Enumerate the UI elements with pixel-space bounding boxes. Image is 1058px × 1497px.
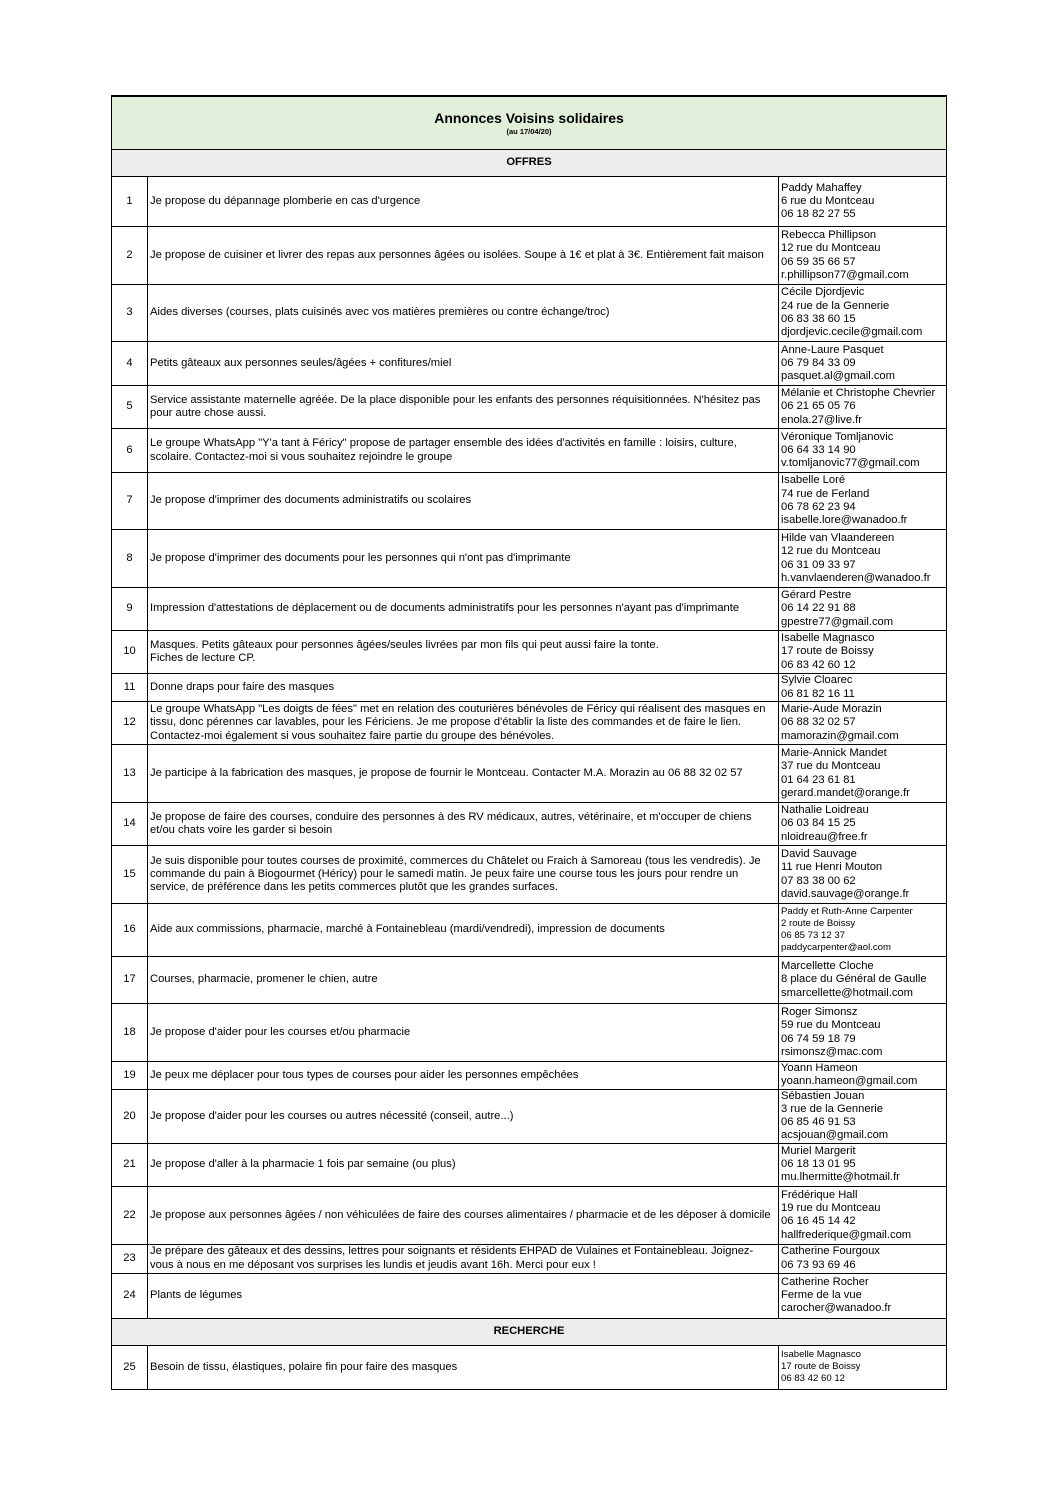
row-contact xyxy=(779,803,947,846)
contact-line: 06 73 93 69 46 xyxy=(781,1258,856,1271)
row-description xyxy=(148,631,779,674)
contact-line: 06 83 42 60 12 xyxy=(781,658,856,671)
table-row xyxy=(112,631,947,674)
contact-email: yoann.hameon@gmail.com xyxy=(781,1075,918,1088)
table-row xyxy=(112,702,947,745)
description-text: Service assistante maternelle agréée. De la place disponible pour les enfants des personnes réquisitionnées. N'hésitez pas pour autre chose aussi. xyxy=(150,393,761,419)
contact-line: 06 85 46 91 53 xyxy=(781,1116,856,1129)
row-number: 24 xyxy=(112,1273,148,1318)
contact-email: gerard.mandet@orange.fr xyxy=(781,786,910,799)
row-contact xyxy=(779,904,947,957)
contact-line: Isabelle Magnasco xyxy=(781,1349,861,1361)
contact-line: 3 rue de la Gennerie xyxy=(781,1102,883,1115)
contact-line: 8 place du Général de Gaulle xyxy=(781,973,927,986)
contact-email: mu.lhermitte@hotmail.fr xyxy=(781,1171,900,1184)
table-row xyxy=(112,1004,947,1062)
row-description xyxy=(148,904,779,957)
row-contact xyxy=(779,1345,947,1389)
row-description xyxy=(148,1004,779,1062)
contact-line: Gérard Pestre xyxy=(781,589,852,602)
contact-line: Cécile Djordjevic xyxy=(781,286,865,299)
contact-line: Catherine Rocher xyxy=(781,1275,869,1288)
description-text: Masques. Petits gâteaux pour personnes âgées/seules livrées par mon fils qui peut aussi faire la tonte. xyxy=(150,638,659,651)
row-contact xyxy=(779,530,947,588)
row-number: 13 xyxy=(112,745,148,803)
table-row xyxy=(112,285,947,342)
contact-line: 06 21 65 05 76 xyxy=(781,400,856,413)
contact-line: Véronique Tomljanovic xyxy=(781,430,894,443)
contact-email: paddycarpenter@aol.com xyxy=(781,942,892,953)
contact-email: acsjouan@gmail.com xyxy=(781,1129,889,1142)
table-row xyxy=(112,1062,947,1090)
contact-line: 06 59 35 66 57 xyxy=(781,255,856,268)
table-row xyxy=(112,429,947,473)
row-description xyxy=(148,1143,779,1186)
announcements-table xyxy=(111,95,947,1390)
description-text: Aide aux commissions, pharmacie, marché à Fontainebleau (mardi/vendredi), impression de documents xyxy=(150,923,665,936)
description-text: Je propose d'aller à la pharmacie 1 fois par semaine (ou plus) xyxy=(150,1158,456,1171)
contact-line: 12 rue du Montceau xyxy=(781,242,881,255)
row-number: 2 xyxy=(112,227,148,285)
contact-email: smarcellette@hotmail.com xyxy=(781,986,913,999)
row-description xyxy=(148,386,779,429)
contact-line: Hilde van Vlaandereen xyxy=(781,531,895,544)
description-text: Petits gâteaux aux personnes seules/âgées + confitures/miel xyxy=(150,356,452,369)
row-number: 5 xyxy=(112,386,148,429)
row-description xyxy=(148,1062,779,1090)
contact-email: david.sauvage@orange.fr xyxy=(781,887,910,900)
contact-line: Marcellette Cloche xyxy=(781,960,874,973)
row-contact xyxy=(779,386,947,429)
contact-line: 12 rue du Montceau xyxy=(781,545,881,558)
description-text: Je propose d'aider pour les courses et/ou pharmacie xyxy=(150,1025,411,1038)
row-description xyxy=(148,588,779,631)
table-row xyxy=(112,745,947,803)
contact-email: djordjevic.cecile@gmail.com xyxy=(781,326,923,339)
description-text: Fiches de lecture CP. xyxy=(150,652,256,664)
section-header-recherche: RECHERCHE xyxy=(112,1318,947,1345)
row-description xyxy=(148,674,779,702)
contact-line: 06 85 73 12 37 xyxy=(781,930,846,941)
row-description xyxy=(148,745,779,803)
contact-line: 74 rue de Ferland xyxy=(781,487,870,500)
description-text: Je prépare des gâteaux et des dessins, lettres pour soignants et résidents EHPAD de Vulaines et Fontainebleau. Joignez-vous à nous en me déposant vos surprises les lundis et jeudis avant 16h. Merci pour eux ! xyxy=(150,1245,754,1271)
row-contact xyxy=(779,674,947,702)
contact-line: Marie-Aude Morazin xyxy=(781,703,882,716)
row-description xyxy=(148,429,779,473)
description-text: Le groupe WhatsApp "Y'a tant à Féricy" propose de partager ensemble des idées d'activités en famille : loisirs, culture, scolaire. Contactez-moi si vous souhaitez rejoindre le groupe xyxy=(150,437,737,463)
row-number: 8 xyxy=(112,530,148,588)
row-contact xyxy=(779,1244,947,1273)
row-description xyxy=(148,846,779,904)
table-row xyxy=(112,674,947,702)
description-text: Je suis disponible pour toutes courses de proximité, commerces du Châtelet ou Fraich à Samoreau (tous les vendredis). Je commande du pain à Biogourmet (Héricy) pour le samedi matin. Je peux faire une course tous les jours pour rendre un service, de préférence dans les petits commerces plutôt que les grandes surfaces. xyxy=(150,854,761,894)
row-contact xyxy=(779,702,947,745)
page-title: Annonces Voisins solidaires xyxy=(434,110,624,126)
row-number: 18 xyxy=(112,1004,148,1062)
title-row xyxy=(112,96,947,150)
row-contact xyxy=(779,1273,947,1318)
table-row xyxy=(112,1143,947,1186)
row-number: 3 xyxy=(112,285,148,342)
table-row xyxy=(112,957,947,1004)
contact-line: Catherine Fourgoux xyxy=(781,1245,880,1258)
description-text: Impression d'attestations de déplacement ou de documents administratifs pour les personnes n'ayant pas d'imprimante xyxy=(150,602,740,615)
row-contact xyxy=(779,177,947,227)
contact-line: 19 rue du Montceau xyxy=(781,1201,881,1214)
contact-line: 59 rue du Montceau xyxy=(781,1019,881,1032)
contact-line: Ferme de la vue xyxy=(781,1289,862,1302)
row-number: 14 xyxy=(112,803,148,846)
contact-line: 06 83 42 60 12 xyxy=(781,1373,846,1385)
table-row xyxy=(112,227,947,285)
row-number: 7 xyxy=(112,473,148,530)
contact-line: David Sauvage xyxy=(781,847,857,860)
row-number: 21 xyxy=(112,1143,148,1186)
contact-line: 06 18 13 01 95 xyxy=(781,1158,856,1171)
row-number: 25 xyxy=(112,1345,148,1389)
row-contact xyxy=(779,1089,947,1143)
contact-line: 17 route de Boissy xyxy=(781,1361,861,1373)
row-number: 11 xyxy=(112,674,148,702)
contact-line: 07 83 38 00 62 xyxy=(781,874,856,887)
contact-line: Isabelle Magnasco xyxy=(781,632,875,645)
contact-email: h.vanvlaenderen@wanadoo.fr xyxy=(781,571,931,584)
row-number: 4 xyxy=(112,342,148,386)
row-description xyxy=(148,1089,779,1143)
contact-line: 06 31 09 33 97 xyxy=(781,558,856,571)
row-number: 15 xyxy=(112,846,148,904)
row-contact xyxy=(779,957,947,1004)
row-contact xyxy=(779,1186,947,1244)
description-text: Plants de légumes xyxy=(150,1289,243,1302)
row-contact xyxy=(779,1062,947,1090)
row-description xyxy=(148,473,779,530)
contact-line: 06 83 38 60 15 xyxy=(781,313,856,325)
contact-email: nloidreau@free.fr xyxy=(781,830,868,843)
contact-line: 06 18 82 27 55 xyxy=(781,208,856,221)
page-subtitle: (au 17/04/20) xyxy=(506,127,552,136)
description-text: Je participe à la fabrication des masques, je propose de fournir le Montceau. Contacter M.A. Morazin au 06 88 32 02 57 xyxy=(150,766,743,779)
contact-line: 6 rue du Montceau xyxy=(781,194,875,207)
table-row xyxy=(112,588,947,631)
row-contact xyxy=(779,342,947,386)
description-text: Courses, pharmacie, promener le chien, autre xyxy=(150,973,378,986)
description-text: Je propose de cuisiner et livrer des repas aux personnes âgées ou isolées. Soupe à 1€ et plat à 3€. Entièrement fait maison xyxy=(150,248,764,261)
contact-line: 06 78 62 23 94 xyxy=(781,501,856,513)
contact-line: Roger Simonsz xyxy=(781,1005,858,1018)
row-contact xyxy=(779,227,947,285)
description-text: Je propose aux personnes âgées / non véhiculées de faire des courses alimentaires / pharmacie et de les déposer à domicile xyxy=(150,1208,771,1221)
contact-line: 06 74 59 18 79 xyxy=(781,1032,856,1045)
contact-line: 11 rue Henri Mouton xyxy=(781,861,883,874)
contact-line: Frédérique Hall xyxy=(781,1188,858,1201)
row-number: 10 xyxy=(112,631,148,674)
row-description xyxy=(148,1273,779,1318)
row-contact xyxy=(779,745,947,803)
table-row xyxy=(112,1244,947,1273)
row-description xyxy=(148,285,779,342)
description-text: Je propose d'imprimer des documents pour les personnes qui n'ont pas d'imprimante xyxy=(150,551,571,564)
row-description xyxy=(148,177,779,227)
row-number: 17 xyxy=(112,957,148,1004)
row-number: 22 xyxy=(112,1186,148,1244)
description-text: Aides diverses (courses, plats cuisinés avec vos matières premières ou contre échange/troc) xyxy=(150,306,610,319)
row-contact xyxy=(779,1004,947,1062)
contact-line: Sylvie Cloarec xyxy=(781,674,853,687)
table-row xyxy=(112,1089,947,1143)
description-text: Besoin de tissu, élastiques, polaire fin pour faire des masques xyxy=(150,1360,458,1373)
row-number: 20 xyxy=(112,1089,148,1143)
contact-line: Paddy Mahaffey xyxy=(781,181,862,194)
contact-line: Isabelle Loré xyxy=(781,474,846,487)
contact-line: 06 14 22 91 88 xyxy=(781,602,856,615)
contact-line: Yoann Hameon xyxy=(781,1062,858,1074)
description-text: Donne draps pour faire des masques xyxy=(150,680,335,693)
contact-line: Muriel Margerit xyxy=(781,1144,856,1157)
contact-email: enola.27@live.fr xyxy=(781,413,863,426)
description-text: Je propose d'aider pour les courses ou autres nécessité (conseil, autre...) xyxy=(150,1109,514,1122)
contact-line: 01 64 23 61 81 xyxy=(781,773,856,786)
contact-line: Nathalie Loidreau xyxy=(781,804,869,817)
row-number: 9 xyxy=(112,588,148,631)
contact-line: 06 81 82 16 11 xyxy=(781,687,855,700)
table-row xyxy=(112,473,947,530)
row-number: 6 xyxy=(112,429,148,473)
row-number: 16 xyxy=(112,904,148,957)
row-number: 1 xyxy=(112,177,148,227)
contact-email: mamorazin@gmail.com xyxy=(781,729,899,742)
row-contact xyxy=(779,285,947,342)
contact-email: carocher@wanadoo.fr xyxy=(781,1302,892,1315)
row-description xyxy=(148,530,779,588)
row-description xyxy=(148,803,779,846)
contact-email: gpestre77@gmail.com xyxy=(781,615,894,628)
contact-email: r.phillipson77@gmail.com xyxy=(781,268,909,281)
table-row xyxy=(112,1273,947,1318)
row-description xyxy=(148,1345,779,1389)
contact-line: Sébastien Jouan xyxy=(781,1089,865,1102)
description-text: Je propose de faire des courses, conduire des personnes à des RV médicaux, autres, vétérinaire, et m'occuper de chiens et/ou chats voire les garder si besoin xyxy=(150,810,752,836)
section-header-offres: OFFRES xyxy=(112,150,947,177)
row-description xyxy=(148,957,779,1004)
contact-line: Rebecca Phillipson xyxy=(781,228,877,241)
contact-line: 37 rue du Montceau xyxy=(781,760,881,773)
description-text: Je propose d'imprimer des documents administratifs ou scolaires xyxy=(150,494,472,507)
table-row xyxy=(112,530,947,588)
contact-email: pasquet.al@gmail.com xyxy=(781,370,895,383)
row-contact xyxy=(779,1143,947,1186)
row-contact xyxy=(779,846,947,904)
table-row xyxy=(112,342,947,386)
table-row xyxy=(112,177,947,227)
table-row xyxy=(112,1186,947,1244)
description-text: Je peux me déplacer pour tous types de courses pour aider les personnes empêchées xyxy=(150,1068,579,1081)
table-row xyxy=(112,1345,947,1389)
contact-email: rsimonsz@mac.com xyxy=(781,1045,883,1058)
contact-email: hallfrederique@gmail.com xyxy=(781,1228,912,1241)
contact-line: 17 route de Boissy xyxy=(781,645,874,658)
row-description xyxy=(148,1186,779,1244)
contact-email: isabelle.lore@wanadoo.fr xyxy=(781,514,908,527)
contact-line: 24 rue de la Gennerie xyxy=(781,299,890,312)
section-header-row xyxy=(112,150,947,177)
description-text: Je propose du dépannage plomberie en cas d'urgence xyxy=(150,194,421,207)
table-row xyxy=(112,846,947,904)
row-number: 23 xyxy=(112,1244,148,1273)
contact-line: 06 88 32 02 57 xyxy=(781,716,856,729)
row-contact xyxy=(779,473,947,530)
contact-line: 06 64 33 14 90 xyxy=(781,443,856,456)
table-row xyxy=(112,386,947,429)
table-row xyxy=(112,803,947,846)
contact-line: 06 79 84 33 09 xyxy=(781,356,856,369)
contact-email: v.tomljanovic77@gmail.com xyxy=(781,457,920,470)
contact-line: 2 route de Boissy xyxy=(781,918,856,929)
section-header-row xyxy=(112,1318,947,1345)
title-cell xyxy=(112,96,947,150)
row-contact xyxy=(779,429,947,473)
row-number: 19 xyxy=(112,1062,148,1090)
row-number: 12 xyxy=(112,702,148,745)
table-body xyxy=(112,96,947,1389)
row-description xyxy=(148,342,779,386)
row-contact xyxy=(779,588,947,631)
contact-line: Paddy et Ruth-Anne Carpenter xyxy=(781,906,913,917)
table-row xyxy=(112,904,947,957)
contact-line: Mélanie et Christophe Chevrier xyxy=(781,387,936,400)
row-description xyxy=(148,227,779,285)
contact-line: Marie-Annick Mandet xyxy=(781,746,887,759)
contact-line: 06 16 45 14 42 xyxy=(781,1215,856,1228)
contact-line: 06 03 84 15 25 xyxy=(781,817,856,830)
row-description xyxy=(148,1244,779,1273)
contact-line: Anne-Laure Pasquet xyxy=(781,343,884,356)
description-text: Le groupe WhatsApp "Les doigts de fées" met en relation des couturières bénévoles de Féricy qui réalisent des masques en tissu, donc pérennes car lavables, pour les Fériciens. Je me propose d'établir la liste des commandes et de faire le lien. Contactez-moi également si vous souhaitez faire partie du groupe des bénévoles. xyxy=(150,703,766,742)
row-contact xyxy=(779,631,947,674)
row-description xyxy=(148,702,779,745)
